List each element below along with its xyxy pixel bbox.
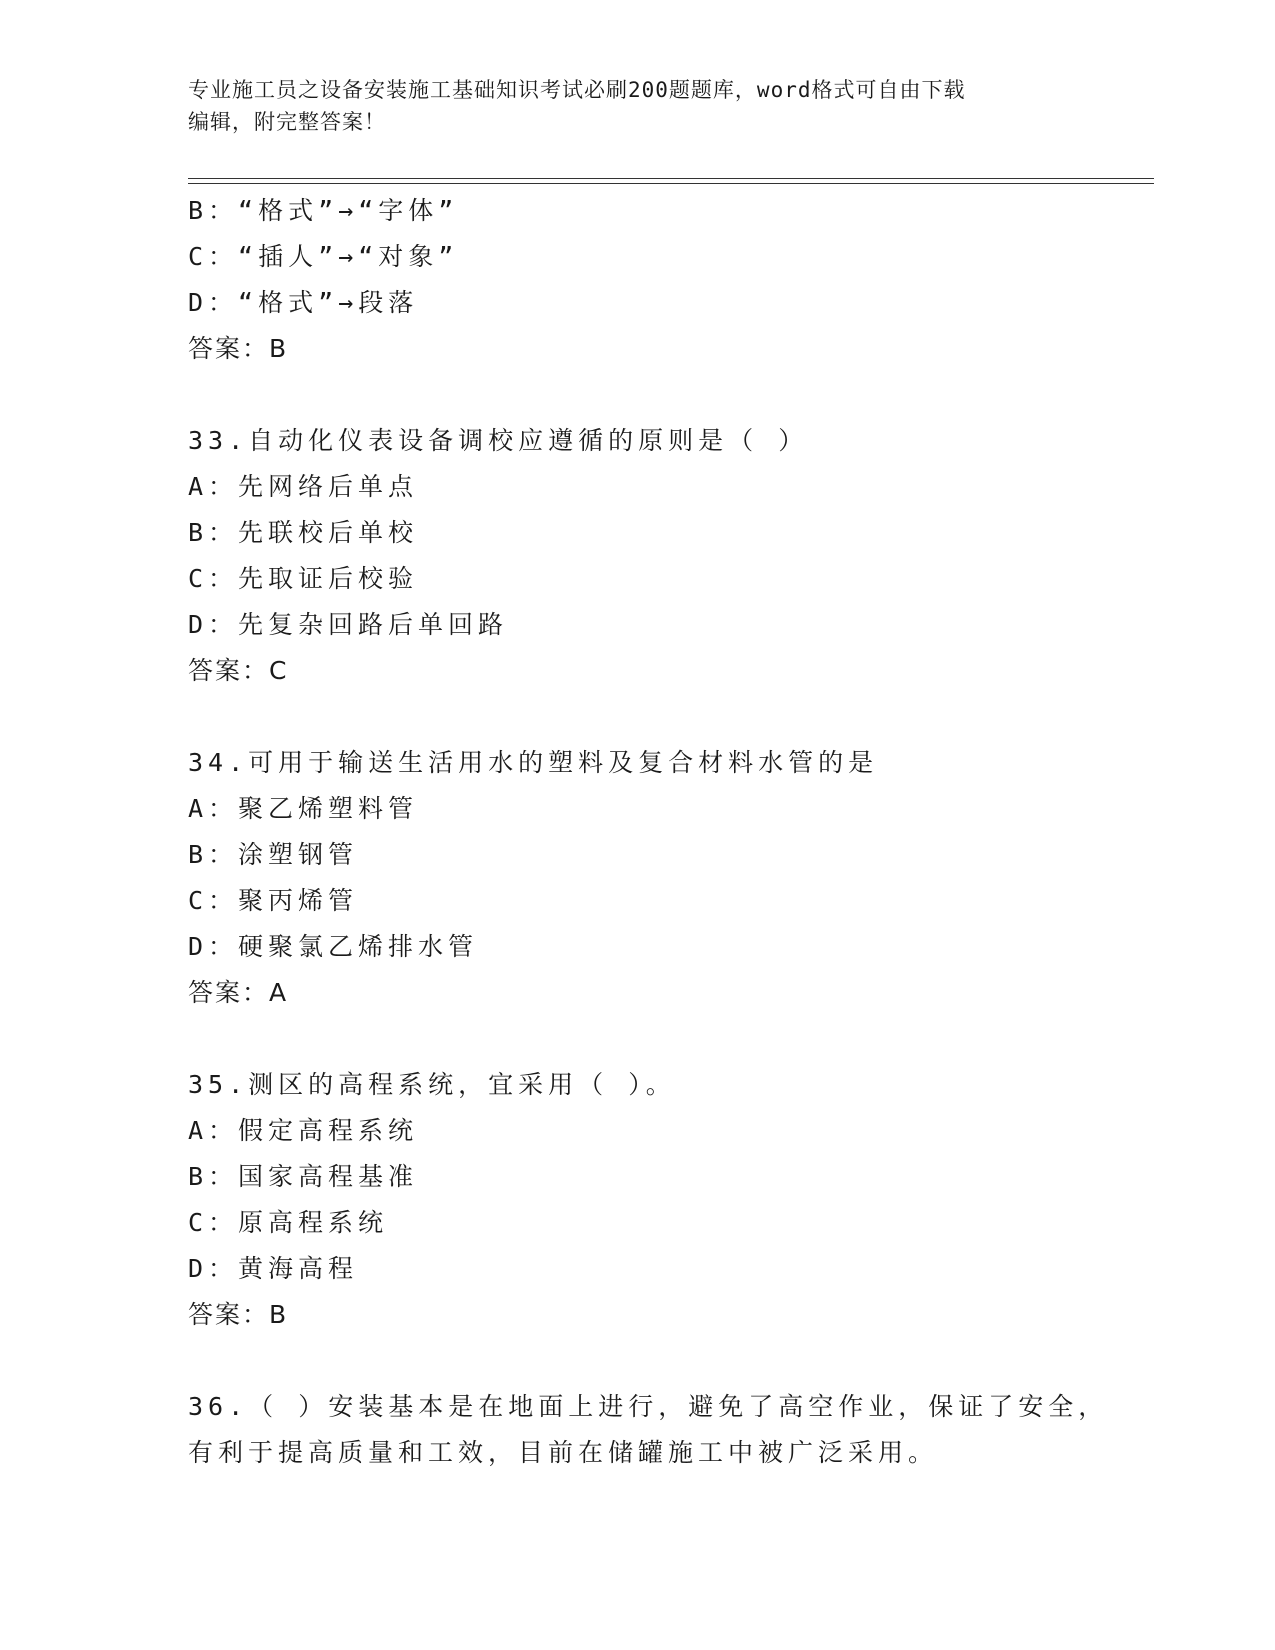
option-b: B：国家高程基准 [188,1162,419,1191]
question-text: 33.自动化仪表设备调校应遵循的原则是（ ） [188,426,809,455]
question-text: 34.可用于输送生活用水的塑料及复合材料水管的是 [188,748,879,777]
option-b: B：先联校后单校 [188,518,419,547]
question-text: 35.测区的高程系统，宜采用（ ）。 [188,1070,676,1099]
header-rule-top [188,178,1154,179]
option-c: C：“插人”→“对象” [188,242,459,271]
question-text-line-1: 36.（ ）安装基本是在地面上进行，避免了高空作业，保证了安全， [188,1392,1109,1421]
option-a: A：聚乙烯塑料管 [188,794,419,823]
option-c: C：先取证后校验 [188,564,419,593]
header-line-2: 编辑，附完整答案！ [188,110,386,134]
option-c: C：原高程系统 [188,1208,389,1237]
question-block-34 [188,740,1148,1016]
option-a: A：先网络后单点 [188,472,419,501]
header-rule-bottom [188,183,1154,184]
question-text-line-2: 有利于提高质量和工效，目前在储罐施工中被广泛采用。 [188,1438,939,1467]
answer: 答案：C [188,656,289,685]
question-block-32 [188,188,1148,372]
answer: 答案：B [188,334,289,363]
option-a: A：假定高程系统 [188,1116,419,1145]
option-d: D：黄海高程 [188,1254,359,1283]
header-line-1: 专业施工员之设备安装施工基础知识考试必刷200题题库，word格式可自由下载 [188,78,966,102]
question-block-35 [188,1062,1148,1338]
document-header [188,74,1088,138]
answer: 答案：B [188,1300,289,1329]
option-c: C：聚丙烯管 [188,886,359,915]
answer: 答案：A [188,978,289,1007]
question-block-33 [188,418,1148,694]
option-b: B：“格式”→“字体” [188,196,459,225]
option-d: D：“格式”→段落 [188,288,419,317]
option-d: D：硬聚氯乙烯排水管 [188,932,479,961]
document-body [188,188,1148,1476]
option-d: D：先复杂回路后单回路 [188,610,509,639]
option-b: B：涂塑钢管 [188,840,359,869]
question-block-36 [188,1384,1148,1476]
